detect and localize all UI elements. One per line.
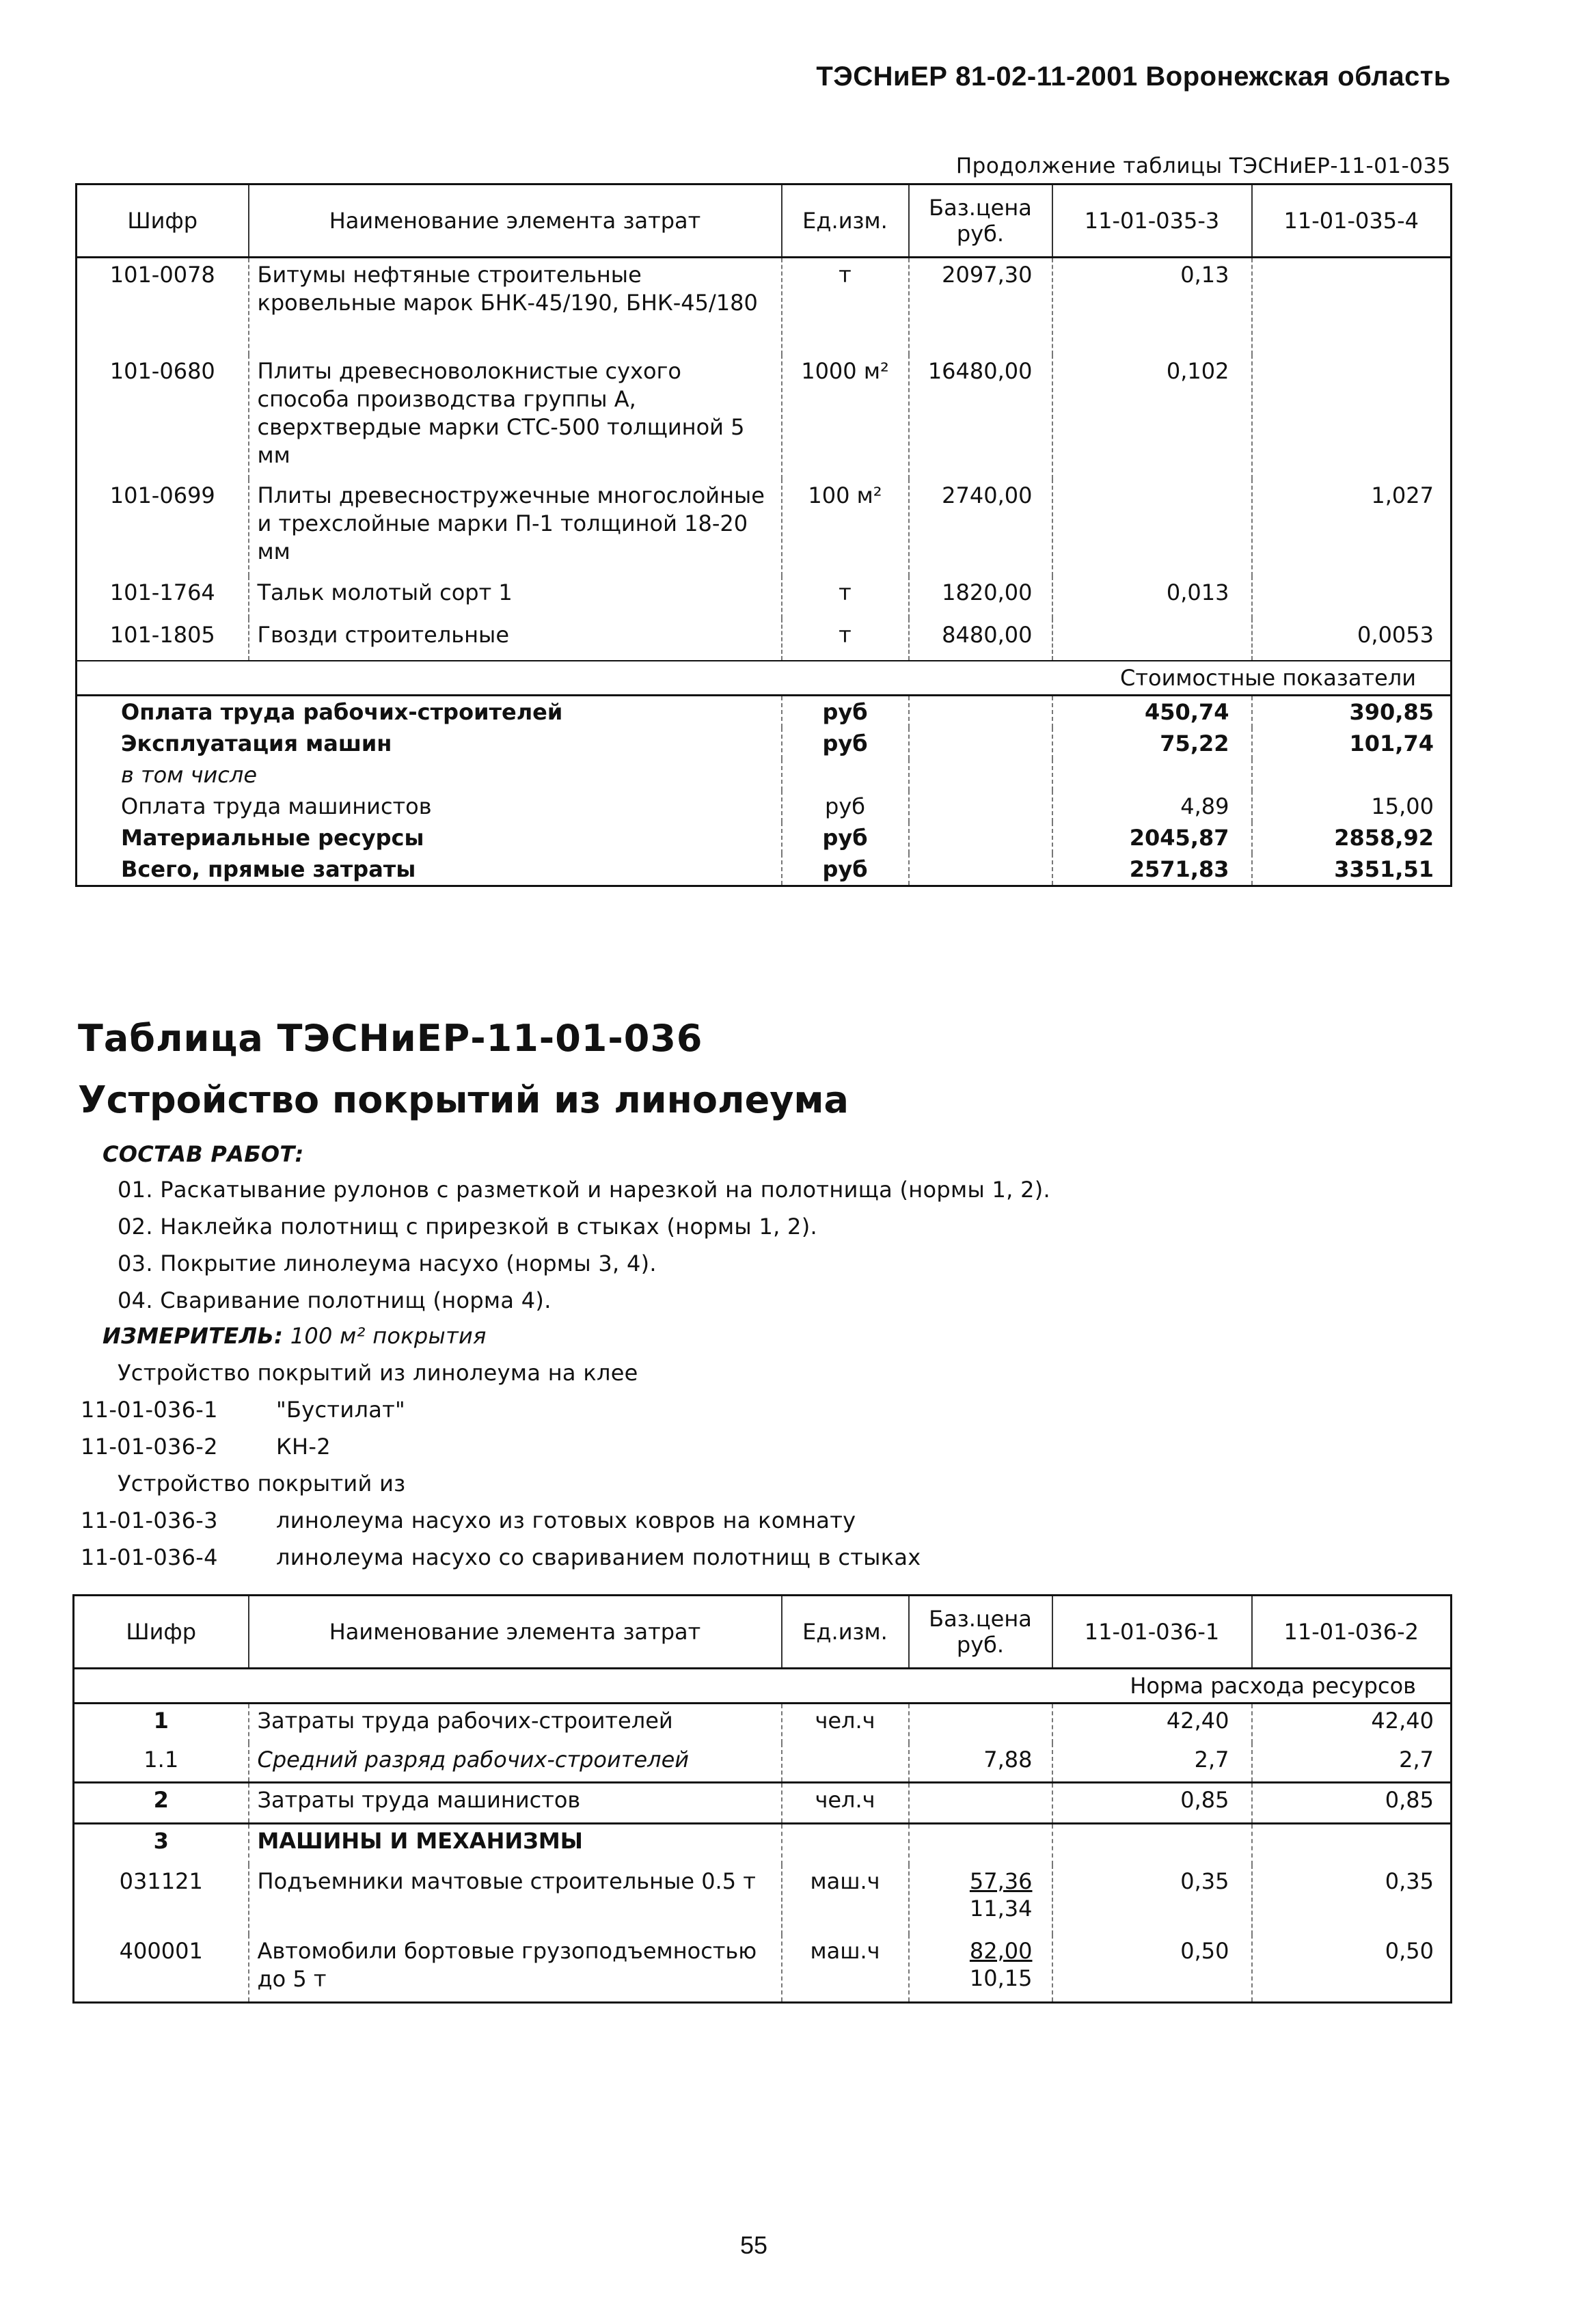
cell-norm-1: 0,013 bbox=[1052, 576, 1252, 618]
cell-price: 16480,00 bbox=[909, 355, 1052, 479]
cell-norm-1: 2,7 bbox=[1052, 1743, 1252, 1783]
col-header-unit: Ед.изм. bbox=[782, 1596, 909, 1669]
cell-name: Плиты древесностружечные многослойные и трехслойные марки П-1 толщиной 18-20 мм bbox=[249, 479, 782, 576]
meter-value: 100 м² покрытия bbox=[290, 1323, 487, 1349]
norm-code: 11-01-036-4 bbox=[81, 1544, 218, 1570]
cell-norm-2: 0,85 bbox=[1252, 1783, 1452, 1824]
group-heading: Устройство покрытий из bbox=[118, 1471, 406, 1496]
col-header-norm-1: 11-01-036-1 bbox=[1052, 1596, 1252, 1669]
summary-value-1 bbox=[1052, 759, 1252, 791]
cell-price: 8480,00 bbox=[909, 618, 1052, 661]
norm-description: линолеума насухо со свариванием полотнищ в стыках bbox=[276, 1544, 921, 1570]
cell-price: 1820,00 bbox=[909, 576, 1052, 618]
summary-value-1: 450,74 bbox=[1052, 695, 1252, 728]
work-item: 04. Сваривание полотнищ (норма 4). bbox=[118, 1287, 552, 1313]
cell-price bbox=[909, 1865, 1052, 1935]
cell-norm-2: 0,0053 bbox=[1252, 618, 1452, 661]
cell-price: 7,88 bbox=[909, 1743, 1052, 1783]
section-label: Норма расхода ресурсов bbox=[74, 1669, 1452, 1704]
summary-label: Всего, прямые затраты bbox=[121, 856, 416, 882]
table-row bbox=[77, 258, 1452, 355]
work-item: 03. Покрытие линолеума насухо (нормы 3, 4). bbox=[118, 1250, 657, 1276]
resources-table-035 bbox=[75, 183, 1452, 887]
table-row bbox=[74, 1743, 1452, 1783]
price-base: 57,36 bbox=[969, 1868, 1033, 1894]
cell-price bbox=[909, 1783, 1052, 1824]
summary-label: Оплата труда машинистов bbox=[121, 793, 432, 819]
col-header-price: Баз.цена руб. bbox=[909, 184, 1052, 258]
summary-value-2: 101,74 bbox=[1252, 728, 1452, 759]
summary-value-2: 15,00 bbox=[1252, 791, 1452, 822]
cell-unit: т bbox=[782, 258, 909, 355]
summary-row bbox=[77, 695, 1452, 728]
summary-unit: руб bbox=[782, 695, 909, 728]
col-header-code: Шифр bbox=[74, 1596, 249, 1669]
section-subtitle: Устройство покрытий из линолеума bbox=[78, 1078, 849, 1121]
cell-name: Подъемники мачтовые строительные 0.5 т bbox=[249, 1865, 782, 1935]
table-row bbox=[74, 1704, 1452, 1743]
col-header-unit: Ед.изм. bbox=[782, 184, 909, 258]
cell-norm-1 bbox=[1052, 618, 1252, 661]
summary-unit: руб bbox=[782, 853, 909, 886]
table-title: Таблица ТЭСНиЕР-11-01-036 bbox=[78, 1017, 703, 1060]
summary-price bbox=[909, 853, 1052, 886]
table-row bbox=[74, 1783, 1452, 1824]
summary-label: Оплата труда рабочих-строителей bbox=[121, 698, 563, 725]
summary-price bbox=[909, 759, 1052, 791]
summary-price bbox=[909, 695, 1052, 728]
summary-row bbox=[77, 728, 1452, 759]
summary-value-2: 3351,51 bbox=[1252, 853, 1452, 886]
cell-name: Тальк молотый сорт 1 bbox=[249, 576, 782, 618]
table-header-row bbox=[77, 184, 1452, 258]
cell-norm-1 bbox=[1052, 479, 1252, 576]
cell-code: 031121 bbox=[119, 1868, 203, 1894]
cell-unit: чел.ч bbox=[782, 1704, 909, 1743]
summary-value-1: 4,89 bbox=[1052, 791, 1252, 822]
cell-unit: т bbox=[782, 576, 909, 618]
cell-norm-2: 2,7 bbox=[1252, 1743, 1452, 1783]
running-header: ТЭСНиЕР 81-02-11-2001 Воронежская область bbox=[816, 61, 1451, 92]
cell-norm-1 bbox=[1052, 1824, 1252, 1865]
summary-price bbox=[909, 822, 1052, 853]
summary-row bbox=[77, 791, 1452, 822]
cell-norm-1: 0,85 bbox=[1052, 1783, 1252, 1824]
table-row bbox=[77, 355, 1452, 479]
summary-label: Эксплуатация машин bbox=[121, 730, 392, 756]
cell-norm-2: 0,35 bbox=[1252, 1865, 1452, 1935]
cell-code: 3 bbox=[74, 1824, 249, 1865]
group-heading: Устройство покрытий из линолеума на клее bbox=[118, 1360, 638, 1386]
col-header-name: Наименование элемента затрат bbox=[249, 184, 782, 258]
cell-unit: чел.ч bbox=[782, 1783, 909, 1824]
cell-name: Затраты труда машинистов bbox=[249, 1783, 782, 1824]
cell-name: Гвозди строительные bbox=[249, 618, 782, 661]
cell-norm-1: 0,50 bbox=[1052, 1935, 1252, 2003]
work-item: 02. Наклейка полотнищ с прирезкой в стыках (нормы 1, 2). bbox=[118, 1214, 817, 1240]
summary-row bbox=[77, 759, 1452, 791]
cell-unit bbox=[782, 1743, 909, 1783]
cell-norm-2 bbox=[1252, 1824, 1452, 1865]
summary-price bbox=[909, 728, 1052, 759]
norm-description: линолеума насухо из готовых ковров на комнату bbox=[276, 1507, 856, 1533]
cell-price: 2097,30 bbox=[909, 258, 1052, 355]
cell-unit: 100 м² bbox=[782, 479, 909, 576]
norm-description: "Бустилат" bbox=[276, 1397, 406, 1423]
norm-description: КН-2 bbox=[276, 1434, 331, 1460]
cell-name: МАШИНЫ И МЕХАНИЗМЫ bbox=[249, 1824, 782, 1865]
price-operator-wage: 11,34 bbox=[969, 1895, 1033, 1922]
summary-value-1: 2045,87 bbox=[1052, 822, 1252, 853]
cell-unit bbox=[782, 1824, 909, 1865]
summary-value-2: 390,85 bbox=[1252, 695, 1452, 728]
col-header-name: Наименование элемента затрат bbox=[249, 1596, 782, 1669]
summary-value-1: 2571,83 bbox=[1052, 853, 1252, 886]
norm-code: 11-01-036-1 bbox=[81, 1397, 218, 1423]
col-header-norm-2: 11-01-035-4 bbox=[1252, 184, 1452, 258]
meter-line bbox=[103, 1323, 487, 1349]
page-number: 55 bbox=[740, 2231, 768, 2259]
table-continuation-caption: Продолжение таблицы ТЭСНиЕР-11-01-035 bbox=[955, 154, 1451, 178]
summary-value-2 bbox=[1252, 759, 1452, 791]
summary-price bbox=[909, 791, 1052, 822]
cell-norm-2: 1,027 bbox=[1252, 479, 1452, 576]
cell-code: 101-1764 bbox=[109, 579, 215, 605]
cell-price: 2740,00 bbox=[909, 479, 1052, 576]
cell-norm-1: 0,13 bbox=[1052, 258, 1252, 355]
price-base: 82,00 bbox=[969, 1937, 1033, 1964]
cell-code: 400001 bbox=[119, 1937, 203, 1964]
summary-value-1: 75,22 bbox=[1052, 728, 1252, 759]
cell-price bbox=[909, 1935, 1052, 2003]
table-row bbox=[74, 1865, 1452, 1935]
cell-norm-1: 42,40 bbox=[1052, 1704, 1252, 1743]
works-label: СОСТАВ РАБОТ: bbox=[103, 1141, 304, 1167]
section-label-row bbox=[77, 661, 1452, 696]
table-row bbox=[77, 618, 1452, 661]
table-row bbox=[77, 576, 1452, 618]
cell-code: 101-0078 bbox=[109, 262, 215, 288]
cell-name: Средний разряд рабочих-строителей bbox=[249, 1743, 782, 1783]
summary-value-2: 2858,92 bbox=[1252, 822, 1452, 853]
resources-table-036 bbox=[72, 1594, 1452, 2004]
col-header-code: Шифр bbox=[77, 184, 249, 258]
table-row bbox=[77, 479, 1452, 576]
cell-code: 1.1 bbox=[144, 1746, 179, 1773]
cell-name: Затраты труда рабочих-строителей bbox=[249, 1704, 782, 1743]
cell-name: Плиты древесноволокнистые сухого способа производства группы А, сверхтвердые марки СТС-500 толщиной 5 мм bbox=[249, 355, 782, 479]
cell-price bbox=[909, 1824, 1052, 1865]
cell-code: 101-1805 bbox=[109, 621, 215, 648]
work-item: 01. Раскатывание рулонов с разметкой и нарезкой на полотнища (нормы 1, 2). bbox=[118, 1177, 1051, 1203]
col-header-norm-2: 11-01-036-2 bbox=[1252, 1596, 1452, 1669]
cell-unit: т bbox=[782, 618, 909, 661]
cell-code: 1 bbox=[153, 1708, 169, 1734]
cell-norm-1: 0,102 bbox=[1052, 355, 1252, 479]
cell-norm-2: 0,50 bbox=[1252, 1935, 1452, 2003]
cell-code: 2 bbox=[74, 1783, 249, 1824]
cell-price bbox=[909, 1704, 1052, 1743]
cell-unit: маш.ч bbox=[782, 1865, 909, 1935]
summary-label: Материальные ресурсы bbox=[121, 824, 424, 851]
cell-unit: 1000 м² bbox=[782, 355, 909, 479]
summary-unit: руб bbox=[782, 791, 909, 822]
norm-code: 11-01-036-3 bbox=[81, 1507, 218, 1533]
cell-norm-2 bbox=[1252, 355, 1452, 479]
summary-row bbox=[77, 853, 1452, 886]
cell-code: 101-0680 bbox=[109, 357, 215, 384]
summary-row bbox=[77, 822, 1452, 853]
cell-norm-2 bbox=[1252, 576, 1452, 618]
cell-code: 101-0699 bbox=[109, 482, 215, 508]
meter-label: ИЗМЕРИТЕЛЬ: bbox=[103, 1323, 284, 1349]
summary-unit: руб bbox=[782, 822, 909, 853]
cell-unit: маш.ч bbox=[782, 1935, 909, 2003]
table-row bbox=[74, 1935, 1452, 2003]
cell-norm-1: 0,35 bbox=[1052, 1865, 1252, 1935]
section-label-row bbox=[74, 1669, 1452, 1704]
table-header-row bbox=[74, 1596, 1452, 1669]
norm-code: 11-01-036-2 bbox=[81, 1434, 218, 1460]
table-row bbox=[74, 1824, 1452, 1865]
summary-label: в том числе bbox=[121, 761, 257, 788]
summary-unit bbox=[782, 759, 909, 791]
cell-name: Битумы нефтяные строительные кровельные марок БНК-45/190, БНК-45/180 bbox=[249, 258, 782, 355]
cell-norm-2: 42,40 bbox=[1252, 1704, 1452, 1743]
price-operator-wage: 10,15 bbox=[969, 1965, 1033, 1991]
cell-norm-2 bbox=[1252, 258, 1452, 355]
section-label: Стоимостные показатели bbox=[77, 661, 1452, 696]
col-header-norm-1: 11-01-035-3 bbox=[1052, 184, 1252, 258]
col-header-price: Баз.цена руб. bbox=[909, 1596, 1052, 1669]
cell-name: Автомобили бортовые грузоподъемностью до 5 т bbox=[249, 1935, 782, 2003]
summary-unit: руб bbox=[782, 728, 909, 759]
